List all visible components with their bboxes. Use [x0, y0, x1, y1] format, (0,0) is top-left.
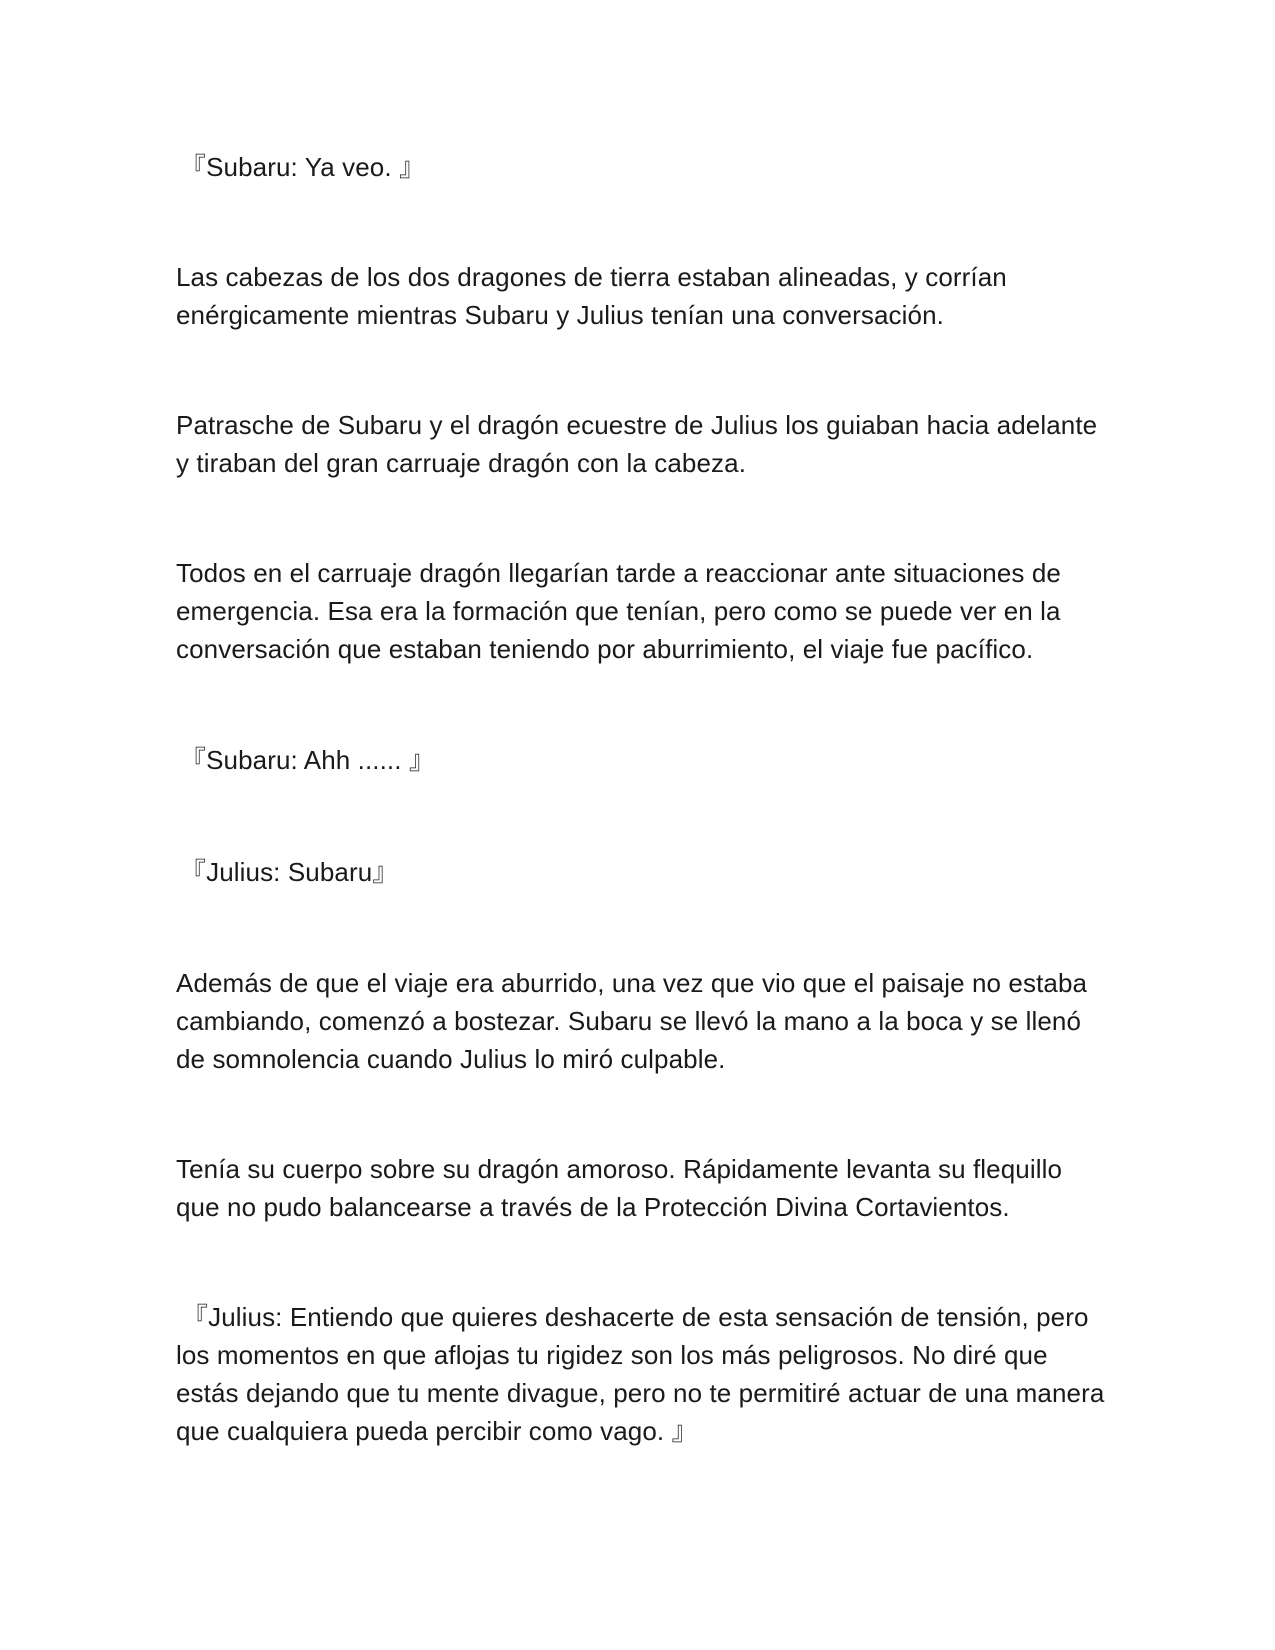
dialogue-line: 『Subaru: Ahh ...... 』	[180, 745, 436, 775]
narration-paragraph: Además de que el viaje era aburrido, una vez que vio que el paisaje no estaba cambiando, comenzó a bostezar. Subaru se llevó la mano a la boca y se llenó de somnolencia cuando Julius lo miró culpable.	[176, 968, 1088, 1074]
narration-paragraph: Las cabezas de los dos dragones de tierra estaban alineadas, y corrían enérgicamente mientras Subaru y Julius tenían una conversación.	[176, 262, 1007, 330]
dialogue-line: 『Julius: Subaru』	[180, 857, 399, 887]
narration-paragraph: Todos en el carruaje dragón llegarían tarde a reaccionar ante situaciones de emergencia. Esa era la formación que tenían, pero como se puede ver en la conversación que estaban teniendo por aburrimiento, el viaje fue pacífico.	[176, 558, 1061, 664]
narration-paragraph: Tenía su cuerpo sobre su dragón amoroso. Rápidamente levanta su flequillo que no pudo balancearse a través de la Protección Divina Cortavientos.	[176, 1154, 1063, 1222]
dialogue-paragraph: 『Julius: Entiendo que quieres deshacerte de esta sensación de tensión, pero los momentos en que aflojas tu rigidez son los más peligrosos. No diré que estás dejando que tu mente divague, pero no te permitiré actuar de una manera que cualquiera pueda percibir como vago. 』	[176, 1302, 1105, 1446]
dialogue-line: 『Subaru: Ya veo. 』	[180, 152, 426, 182]
narration-paragraph: Patrasche de Subaru y el dragón ecuestre de Julius los guiaban hacia adelante y tiraban del gran carruaje dragón con la cabeza.	[176, 410, 1098, 478]
